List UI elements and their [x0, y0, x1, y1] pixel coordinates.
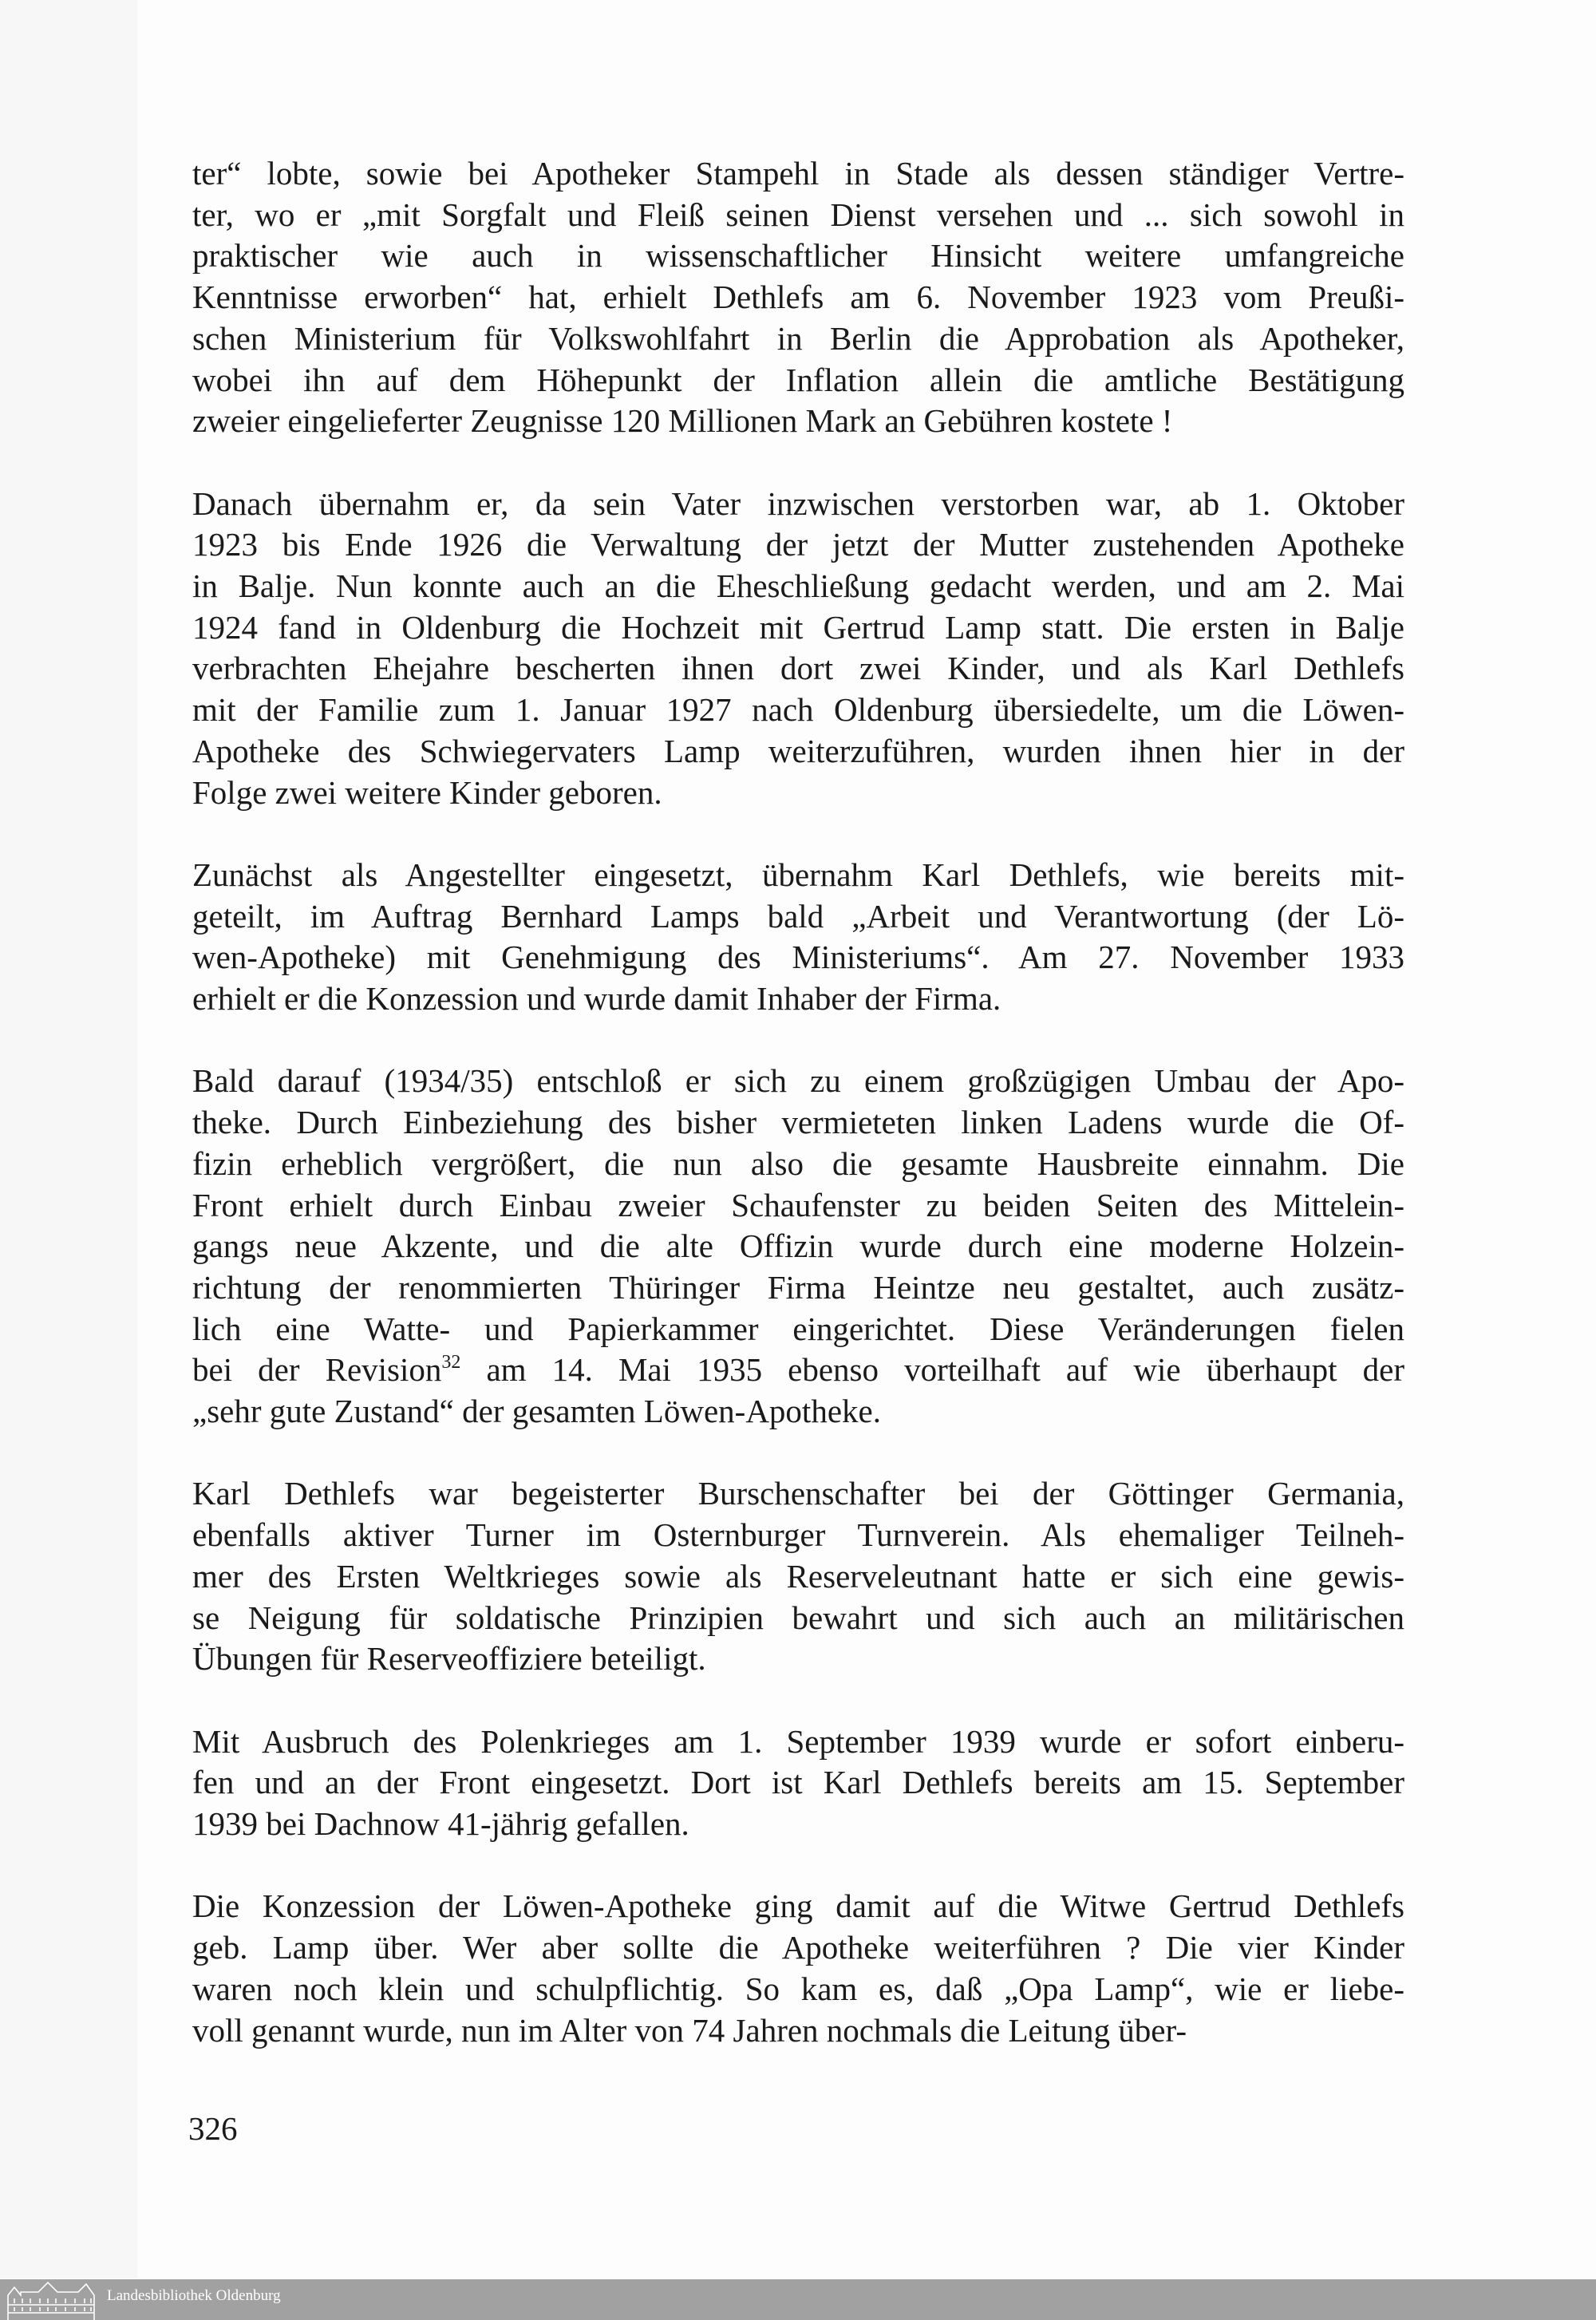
- text-line: mit der Familie zum 1. Januar 1927 nach Oldenburg übersiedelte, um die Löwen-: [192, 691, 1404, 729]
- text-line: richtung der renommierten Thüringer Firma Heintze neu gestaltet, auch zusätz-: [192, 1268, 1404, 1306]
- text-line: theke. Durch Einbeziehung des bisher vermieteten linken Ladens wurde die Of-: [192, 1104, 1404, 1141]
- text-line: Danach übernahm er, da sein Vater inzwischen verstorben war, ab 1. Oktober: [192, 484, 1404, 522]
- text-line: Zunächst als Angestellter eingesetzt, übernahm Karl Dethlefs, wie bereits mit-: [192, 856, 1404, 893]
- text-line: ebenfalls aktiver Turner im Osternburger Turnverein. Als ehemaliger Teilneh-: [192, 1516, 1404, 1554]
- body-text: [192, 153, 1404, 2051]
- text-line: geb. Lamp über. Wer aber sollte die Apotheke weiterführen ? Die vier Kinder: [192, 1929, 1404, 1966]
- page-number: 326: [188, 2110, 238, 2147]
- paragraph-gap: [192, 1845, 1404, 1887]
- text-line: Kenntnisse erworben“ hat, erhielt Dethlefs am 6. November 1923 vom Preußi-: [192, 279, 1404, 316]
- text-line: fizin erheblich vergrößert, die nun also die gesamte Hausbreite einnahm. Die: [192, 1144, 1404, 1182]
- text-line: Folge zwei weitere Kinder geboren.: [192, 773, 662, 811]
- text-line: Die Konzession der Löwen-Apotheke ging damit auf die Witwe Gertrud Dethlefs: [192, 1887, 1404, 1925]
- text-line: 1924 fand in Oldenburg die Hochzeit mit Gertrud Lamp statt. Die ersten in Balje: [192, 608, 1404, 646]
- text-line: geteilt, im Auftrag Bernhard Lamps bald „Arbeit und Verantwortung (der Lö-: [192, 897, 1404, 935]
- text-line: Mit Ausbruch des Polenkrieges am 1. September 1939 wurde er sofort einberu-: [192, 1722, 1404, 1760]
- text-line: mer des Ersten Weltkrieges sowie als Reserveleutnant hatte er sich eine gewis-: [192, 1557, 1404, 1595]
- text-line: Karl Dethlefs war begeisterter Burschenschafter bei der Göttinger Germania,: [192, 1475, 1404, 1512]
- text-line: lich eine Watte- und Papierkammer eingerichtet. Diese Veränderungen fielen: [192, 1310, 1404, 1347]
- text-line: wobei ihn auf dem Höhepunkt der Inflation allein die amtliche Bestätigung: [192, 361, 1404, 398]
- paragraph-gap: [192, 1433, 1404, 1474]
- paragraph: [192, 1061, 1404, 1432]
- paragraph: [192, 855, 1404, 1020]
- paragraph: [192, 153, 1404, 442]
- text-line: voll genannt wurde, nun im Alter von 74 Jahren nochmals die Leitung über-: [192, 2011, 1187, 2049]
- text-line: se Neigung für soldatische Prinzipien bewahrt und sich auch an militärischen: [192, 1599, 1404, 1636]
- text-line: erhielt er die Konzession und wurde damit Inhaber der Firma.: [192, 980, 1001, 1018]
- text-line: 1923 bis Ende 1926 die Verwaltung der jetzt der Mutter zustehenden Apotheke: [192, 526, 1404, 563]
- text-line: gangs neue Akzente, und die alte Offizin wurde durch eine moderne Holzein-: [192, 1227, 1404, 1265]
- paragraph-gap: [192, 813, 1404, 855]
- scan-margin: [0, 0, 137, 2279]
- text-line: schen Ministerium für Volkswohlfahrt in Berlin die Approbation als Apotheker,: [192, 319, 1404, 357]
- paragraph: [192, 1721, 1404, 1845]
- text-line: ter, wo er „mit Sorgfalt und Fleiß seinen Dienst versehen und ... sich sowohl in: [192, 196, 1404, 233]
- text-line: praktischer wie auch in wissenschaftlicher Hinsicht weitere umfangreiche: [192, 237, 1404, 275]
- text-line: fen und an der Front eingesetzt. Dort ist Karl Dethlefs bereits am 15. September: [192, 1764, 1404, 1801]
- paragraph: [192, 1886, 1404, 2051]
- text-line: verbrachten Ehejahre bescherten ihnen dort zwei Kinder, und als Karl Dethlefs: [192, 650, 1404, 687]
- paragraph-gap: [192, 1680, 1404, 1721]
- text-line: Bald darauf (1934/35) entschloß er sich zu einem großzügigen Umbau der Apo-: [192, 1062, 1404, 1100]
- text-line: waren noch klein und schulpflichtig. So kam es, daß „Opa Lamp“, wie er liebe-: [192, 1970, 1404, 2007]
- paragraph-gap: [192, 1020, 1404, 1061]
- library-name: Landesbibliothek Oldenburg: [107, 2287, 281, 2304]
- paragraph: [192, 1473, 1404, 1680]
- paragraph-gap: [192, 442, 1404, 484]
- text-line: „sehr gute Zustand“ der gesamten Löwen-Apotheke.: [192, 1393, 881, 1430]
- text-line: Übungen für Reserveoffiziere beteiligt.: [192, 1640, 706, 1678]
- text-line: Apotheke des Schwiegervaters Lamp weiterzuführen, wurden ihnen hier in der: [192, 732, 1404, 769]
- footnote-reference[interactable]: 32: [441, 1352, 461, 1373]
- text-line: bei der Revision$^{32}$ am 14. Mai 1935 ebenso vorteilhaft auf wie überhaupt der: [192, 1351, 1404, 1389]
- paragraph: [192, 484, 1404, 814]
- text-line: 1939 bei Dachnow 41-jährig gefallen.: [192, 1805, 689, 1843]
- library-building-icon: [6, 2281, 99, 2320]
- text-line: wen-Apotheke) mit Genehmigung des Ministeriums“. Am 27. November 1933: [192, 939, 1404, 976]
- text-line: Front erhielt durch Einbau zweier Schaufenster zu beiden Seiten des Mittelein-: [192, 1186, 1404, 1223]
- footer-bar: [0, 2279, 1596, 2320]
- text-line: zweier eingelieferter Zeugnisse 120 Millionen Mark an Gebühren kostete !: [192, 402, 1173, 440]
- text-line: in Balje. Nun konnte auch an die Eheschließung gedacht werden, und am 2. Mai: [192, 567, 1404, 605]
- text-line: ter“ lobte, sowie bei Apotheker Stampehl in Stade als dessen ständiger Vertre-: [192, 155, 1404, 192]
